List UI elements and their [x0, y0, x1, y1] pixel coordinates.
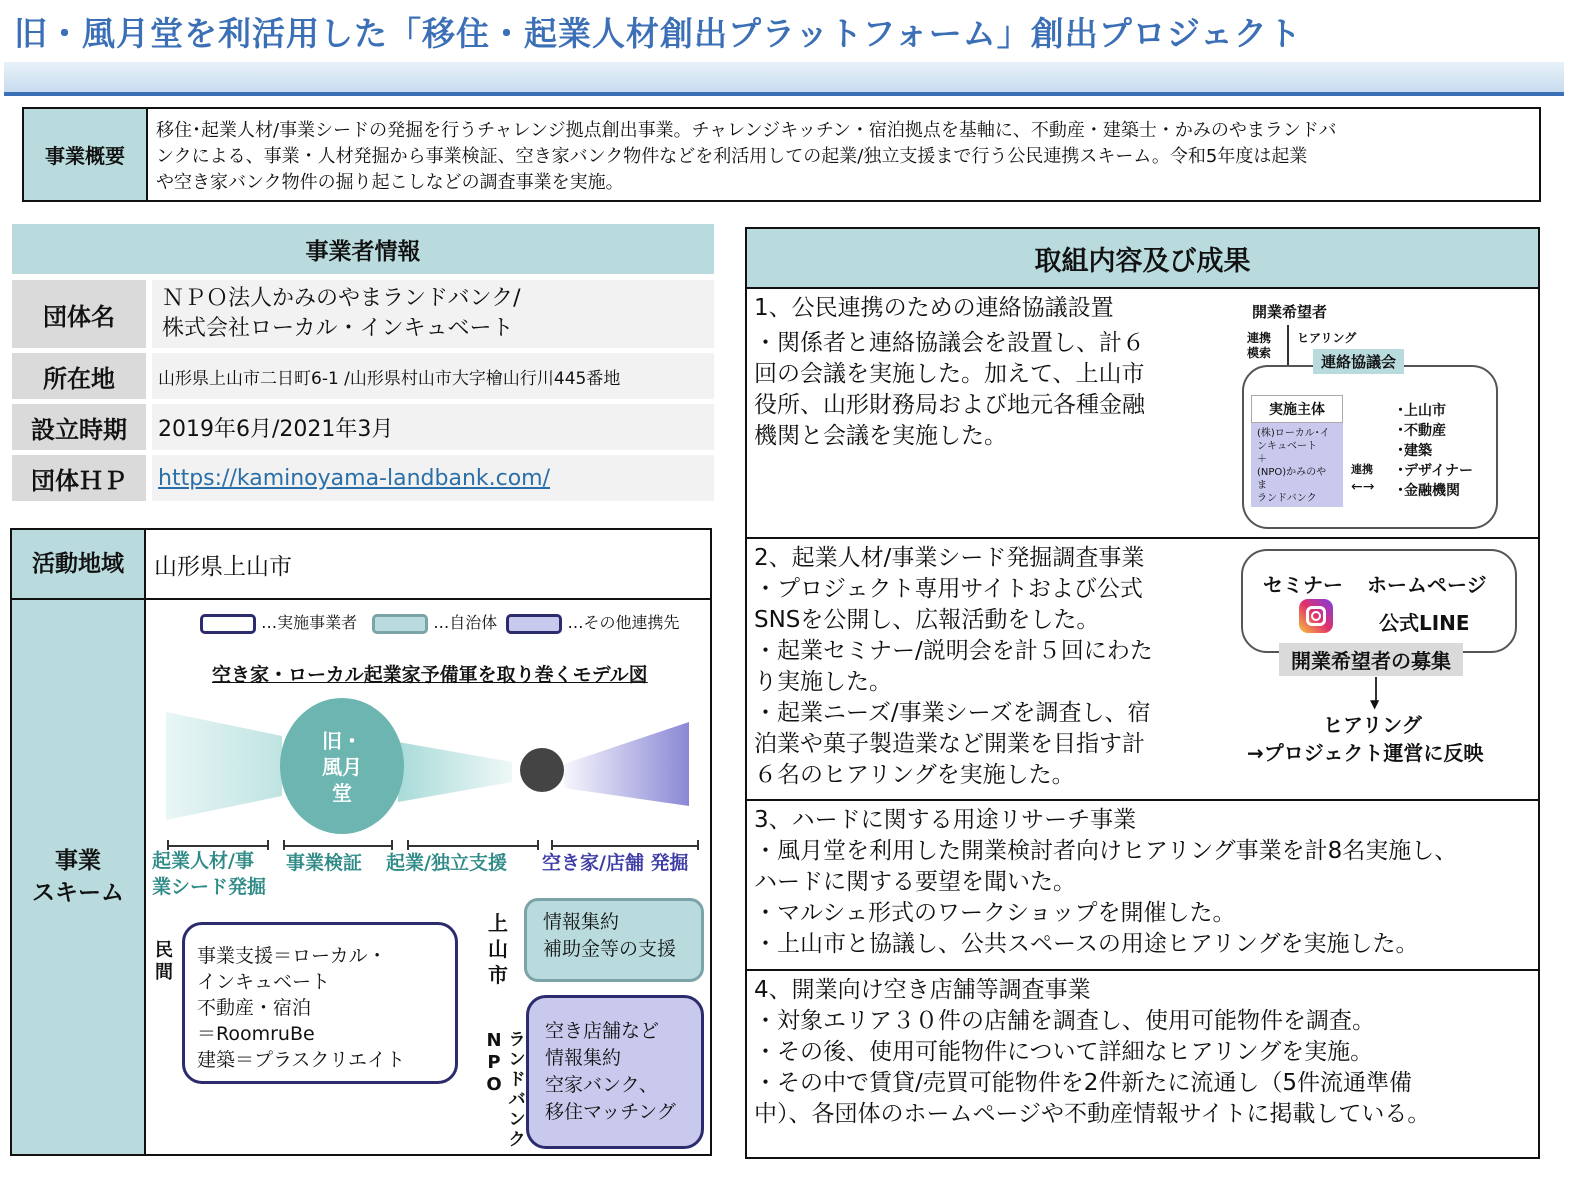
section-2-line: り実施した。	[754, 669, 892, 695]
coop-label: 連携	[1351, 463, 1373, 476]
section-2	[747, 539, 1538, 801]
section-2-line: ・起業セミナー/説明会を計５回にわた	[754, 638, 1153, 664]
scheme-label	[12, 600, 146, 1154]
entity-line: (NPO)かみのや	[1257, 467, 1327, 478]
council-label: 連絡協議会	[1313, 349, 1404, 374]
npo-line: 空き店舗など	[545, 1020, 660, 1042]
section-4-line: ・その後、使用可能物件について詳細なヒアリングを実施。	[754, 1039, 1374, 1065]
established-value: 2019年6月/2021年3月	[152, 404, 714, 450]
bidirectional-arrow-icon: ←→	[1351, 479, 1375, 495]
section-2-line: SNSを公開し、広報活動をした。	[754, 607, 1100, 633]
area-value: 山形県上山市	[146, 530, 710, 600]
partner-item: ･デザイナー	[1397, 463, 1474, 479]
stage-label: 業シード発掘	[152, 876, 267, 898]
circle-label-line: 旧・	[322, 729, 362, 753]
homepage-row	[12, 455, 714, 501]
private-sector-line: 建築＝プラスクリエイト	[197, 1049, 406, 1071]
homepage-link[interactable]: https://kaminoyama-landbank.com/	[158, 465, 551, 491]
homepage-promo-label: ホームページ	[1367, 573, 1487, 597]
section-3-text	[754, 805, 1457, 960]
title-rule	[4, 92, 1564, 96]
org-value	[152, 280, 714, 348]
section-4	[747, 971, 1538, 1157]
operator-heading: 事業者情報	[12, 224, 714, 274]
entity-members	[1257, 427, 1330, 505]
stage-seed	[152, 848, 266, 900]
org-line: 株式会社ローカル・インキュベート	[162, 316, 514, 341]
landbank-vertical-label	[506, 1030, 528, 1150]
city-line: 情報集約	[543, 911, 620, 933]
established-row	[12, 404, 714, 450]
hearing-label: ヒアリング	[1323, 713, 1422, 737]
npo-line: 空家バンク、	[545, 1074, 658, 1096]
area-label: 活動地域	[12, 530, 146, 600]
npo-char: N	[486, 1030, 502, 1051]
section-4-line: ・対象エリア３０件の店舗を調査し、使用可能物件を調査。	[754, 1008, 1375, 1034]
section-4-text	[754, 975, 1430, 1130]
overview-line: 移住･起業人材/事業シードの発掘を行うチャレンジ拠点創出事業。チャレンジキッチン・宿泊拠点を基軸に、不動産・建築士・かみのやまランドバ	[156, 120, 1337, 141]
legend-operator-label: …実施事業者	[261, 613, 358, 632]
city-vertical-label	[486, 910, 510, 988]
search-label: 模索	[1247, 346, 1272, 360]
private-sector-char: 間	[155, 962, 173, 983]
section-4-title: 4、開業向け空き店舗等調査事業	[754, 977, 1091, 1003]
section-2-line: ・起業ニーズ/事業シーズを調査し、宿	[754, 700, 1151, 726]
section-1-line: 役所、山形財務局および地元各種金融	[754, 392, 1145, 418]
section-1-line: 機関と会議を実施した。	[754, 423, 1007, 449]
stage-support: 起業/独立支援	[386, 852, 507, 874]
scheme-legend	[200, 610, 680, 634]
org-line: ＮＰＯ法人かみのやまランドバンク/	[162, 286, 521, 311]
activity-box	[10, 528, 712, 1156]
section-3-line: ハードに関する要望を聞いた。	[754, 869, 1076, 895]
partner-item: ･建築	[1397, 443, 1432, 459]
legend-partner-label: …その他連携先	[567, 613, 680, 632]
legend-operator-swatch	[200, 614, 256, 634]
stage-vacancy: 空き家/店舗 発掘	[542, 852, 689, 874]
circle-label-line: 堂	[332, 781, 352, 805]
legend-municipality-label: …自治体	[433, 613, 498, 632]
funnel-middle	[398, 742, 512, 802]
entity-line: ランドバンク	[1257, 493, 1317, 504]
partner-item: ･金融機関	[1397, 483, 1460, 499]
entity-label: 実施主体	[1251, 395, 1343, 423]
entity-line: ＋	[1257, 454, 1267, 465]
partner-item: ･上山市	[1397, 403, 1446, 419]
partner-item: ･不動産	[1397, 423, 1446, 439]
city-box	[524, 898, 704, 982]
recruit-label: 開業希望者の募集	[1279, 643, 1463, 676]
entity-line: ま	[1257, 480, 1267, 491]
entrepreneur-dot	[520, 748, 564, 792]
promo-frame	[1241, 549, 1517, 653]
section-3-line: ・マルシェ形式のワークショップを開催した。	[754, 900, 1236, 926]
npo-box	[526, 995, 704, 1149]
entity-line: ンキュベート	[1257, 441, 1317, 452]
landbank-char: ン	[508, 1110, 526, 1130]
private-sector-char: 民	[155, 940, 173, 961]
private-sector-line: 事業支援＝ローカル・	[197, 945, 387, 967]
overview-table	[22, 107, 1541, 202]
npo-line: 情報集約	[545, 1047, 622, 1069]
section-1-line: 回の会議を実施した。加えて、上山市	[754, 361, 1145, 387]
section-2-text	[754, 543, 1153, 791]
section-4-line: ・その中で賃貸/売買可能物件を2件新たに流通し（5件流通準備	[754, 1070, 1413, 1096]
funnel-left	[166, 712, 282, 820]
private-sector-line: 不動産・宿泊	[197, 997, 312, 1019]
npo-char: O	[486, 1074, 502, 1095]
org-row	[12, 280, 714, 348]
down-arrow-icon: ▼	[1370, 697, 1380, 711]
model-title: 空き家・ローカル起業家予備軍を取り巻くモデル図	[212, 664, 648, 686]
entity-line: (株)ローカル･イ	[1257, 428, 1330, 439]
city-char: 山	[488, 937, 508, 961]
scheme-label-line: 事業	[55, 848, 101, 874]
private-sector-line: インキュベート	[197, 971, 331, 993]
section-2-line: ６名のヒアリングを実施した。	[754, 762, 1075, 788]
address-row	[12, 353, 714, 399]
applicant-label: 開業希望者	[1252, 303, 1328, 321]
address-label: 所在地	[12, 353, 146, 399]
title-band	[4, 62, 1564, 92]
section-3-title: 3、ハードに関する用途リサーチ事業	[754, 807, 1137, 833]
model-diagram	[162, 698, 707, 873]
org-label: 団体名	[12, 280, 146, 348]
landbank-char: ク	[508, 1130, 526, 1150]
circle-label-line: 風月	[322, 755, 362, 779]
overview-line: や空き家バンク物件の掘り起こしなどの調査事業を実施。	[156, 172, 624, 193]
section-1-text	[754, 293, 1145, 452]
link-search-label	[1247, 331, 1271, 361]
reflect-label: →プロジェクト運営に反映	[1247, 741, 1484, 765]
section-2-line: ・プロジェクト専用サイトおよび公式	[754, 576, 1143, 602]
results-heading: 取組内容及び成果	[747, 229, 1538, 289]
scheme-label-line: スキーム	[32, 880, 124, 906]
section-1	[747, 289, 1538, 539]
section-1-title: 1、公民連携のための連絡協議設置	[754, 295, 1114, 321]
established-label: 設立時期	[12, 404, 146, 450]
circle-label	[312, 728, 372, 806]
hearing-small-label: ヒアリング	[1297, 331, 1357, 345]
landbank-char: バ	[508, 1090, 526, 1110]
funnel-right	[564, 722, 689, 806]
section-4-line: 中）、各団体のホームページや不動産情報サイトに掲載している。	[754, 1101, 1431, 1127]
stage-label: 起業人材/事	[152, 850, 254, 872]
homepage-label: 団体ＨＰ	[12, 455, 146, 501]
section-3-line: ・上山市と協議し、公共スペースの用途ヒアリングを実施した。	[754, 931, 1419, 957]
overview-label: 事業概要	[24, 109, 148, 200]
city-line: 補助金等の支援	[543, 938, 677, 960]
landbank-char: ラ	[508, 1030, 526, 1050]
overview-line: ンクによる、事業・人材発掘から事業検証、空き家バンク物件などを利活用しての起業/独立支援まで行う公民連携スキーム。令和5年度は起業	[156, 146, 1308, 167]
landbank-char: ド	[508, 1070, 526, 1090]
overview-text	[148, 109, 1539, 200]
city-char: 上	[488, 911, 508, 935]
results-panel	[745, 227, 1540, 1159]
private-sector-line: ＝RoomruBe	[197, 1023, 315, 1045]
section-1-line: ・関係者と連絡協議会を設置し、計６	[754, 330, 1145, 356]
section-2-title: 2、起業人材/事業シード発掘調査事業	[754, 545, 1145, 571]
seminar-label: セミナー	[1263, 573, 1343, 597]
npo-char: P	[487, 1052, 501, 1073]
city-char: 市	[488, 963, 508, 987]
section-3-line: ・風月堂を利用した開業検討者向けヒアリング事業を計8名実施し、	[754, 838, 1458, 864]
stage-verify: 事業検証	[286, 852, 363, 874]
instagram-icon	[1299, 599, 1333, 633]
section-2-line: 泊業や菓子製造業など開業を目指す計	[754, 731, 1145, 757]
npo-vertical-label	[482, 1030, 506, 1096]
link-label: 連携	[1247, 331, 1272, 345]
private-sector-label	[154, 940, 174, 984]
address-value: 山形県上山市二日町6-1 /山形県村山市大字檜山行川445番地	[152, 353, 714, 399]
partner-list	[1397, 401, 1473, 501]
line-label: 公式LINE	[1379, 611, 1470, 635]
npo-line: 移住マッチング	[545, 1101, 676, 1123]
private-sector-box	[182, 922, 458, 1084]
legend-municipality-swatch	[372, 614, 428, 634]
legend-partner-swatch	[506, 614, 562, 634]
section-3	[747, 801, 1538, 971]
homepage-value	[152, 455, 714, 501]
landbank-char: ン	[508, 1050, 526, 1070]
page-title: 旧・風月堂を利活用した「移住・起業人材創出プラットフォーム」創出プロジェクト	[14, 14, 1303, 53]
